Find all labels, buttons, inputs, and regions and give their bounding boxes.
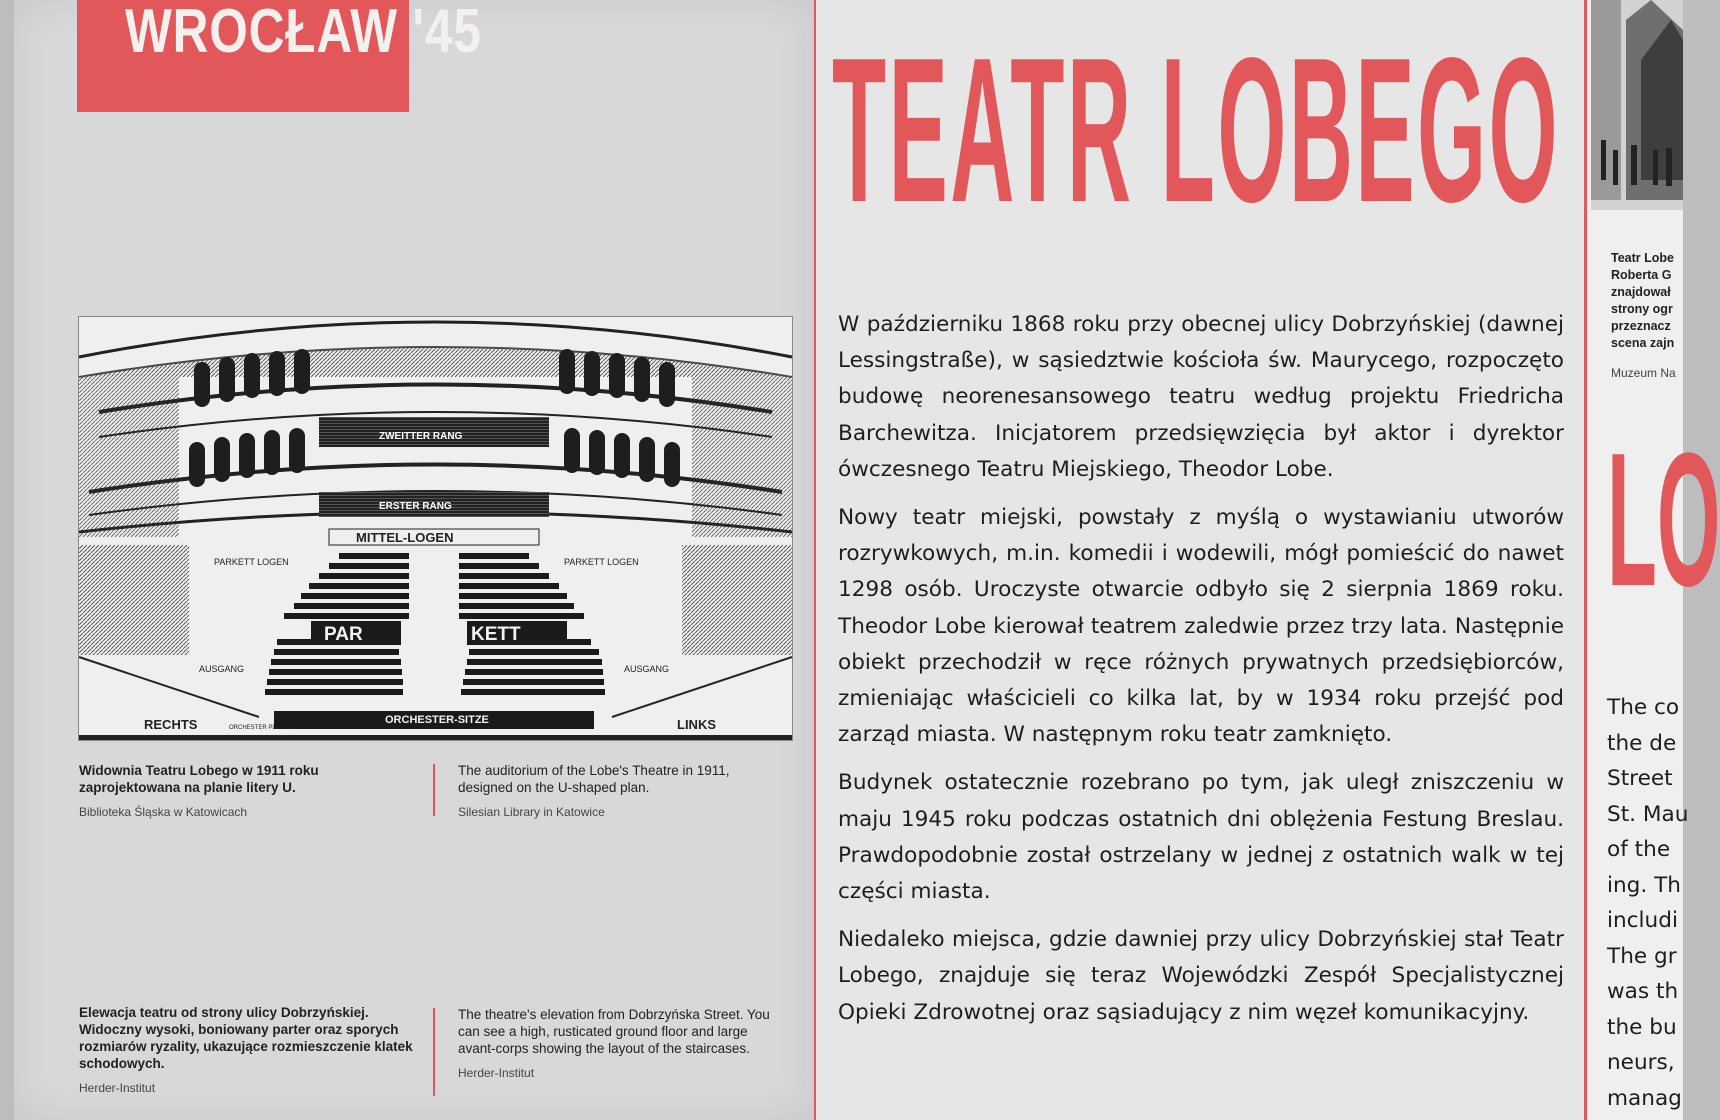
edge-body-line: neurs, (1607, 1050, 1675, 1075)
rechts-label: RECHTS (144, 717, 198, 732)
next-board (1584, 0, 1720, 1120)
body-paragraph-4: Niedaleko miejsca, gdzie dawniej przy ulicy Dobrzyńskiej stał Teatr Lobego, znajduje się teraz Wojewódzki Zespół Specjalistycznej Opieki Zdrowotnej oraz sąsiadujący z nim węzeł komunikacyjny. (838, 927, 1564, 1025)
edge-body-line: the bu (1607, 1014, 1677, 1040)
edge-body-line: ing. Th (1607, 872, 1681, 898)
page-title: TEATR LOBEGO (832, 15, 1561, 245)
edge-body-line: manag (1607, 1085, 1682, 1111)
elevation-caption-pl (79, 1004, 414, 1095)
elevation-caption-pl-source: Herder-Institut (79, 1081, 156, 1095)
edge-caption-line: strony ogr (1611, 302, 1673, 316)
elevation-caption-en-source: Herder-Institut (458, 1066, 535, 1080)
body-paragraph-2: Nowy teatr miejski, powstały z myślą o wystawianiu utworów rozrywkowych, m.in. komedii i wodewili, mógł pomieścić do nawet 1298 osób. Uroczyste otwarcie odbyło się 2 sierpnia 1869 roku. Theodor Lobe kierował teatrem zaledwie przez trzy lata. Następnie obiekt przechodził w ręce różnych prywatnych przedsiębiorców, zmieniając właścicieli co kilka lat, by w 1934 roku przejść pod zarząd miasta. W następnym roku teatr zamknięto. (838, 505, 1564, 748)
edge-caption-line: Roberta G (1611, 268, 1672, 282)
edge-caption-line: przeznacz (1611, 319, 1671, 333)
elevation-caption-pl-text: Elewacja teatru od strony ulicy Dobrzyńskiej. Widoczny wysoki, boniowany parter oraz sporych rozmiarów ryzality, ukazujące rozmieszczenie klatek schodowych. (79, 1005, 413, 1071)
auditorium-caption-pl (79, 762, 349, 819)
parkett-logen-right: PARKETT LOGEN (564, 557, 639, 567)
logo-text: WROCŁAW '45 (125, 0, 482, 66)
edge-body-line: was th (1607, 979, 1679, 1004)
edge-body-line: the de (1607, 730, 1677, 756)
links-label: LINKS (677, 717, 716, 732)
elevation-caption-en-text: The theatre's elevation from Dobrzyńska Street. You can see a high, rusticated ground floor and large avant-corps showing the layout of the staircases. (458, 1007, 770, 1056)
edge-body-line: includi (1607, 908, 1678, 933)
ausgang-right-label: AUSGANG (624, 664, 670, 674)
orchester-platze-label: ORCHESTER PLÄTZE (229, 725, 292, 731)
body-paragraph-1: W październiku 1868 roku przy obecnej ulicy Dobrzyńskiej (dawnej Lessingstraße), w sąsiedztwie kościoła św. Maurycego, rozpoczęto budowę neorenesansowego teatru według projektu Friedricha Barchewitza. Inicjatorem przedsięwzięcia był aktor i dyrektor ówczesnego Teatru Miejskiego, Theodor Lobe. (838, 312, 1564, 482)
zweiter-rang-label: ZWEITTER RANG (379, 431, 463, 442)
auditorium-caption-pl-source: Biblioteka Śląska w Katowicach (79, 805, 248, 819)
auditorium-drawing (79, 317, 792, 740)
edge-caption (1611, 250, 1701, 352)
edge-caption-line: Teatr Lobe (1611, 251, 1674, 265)
orchester-sitze-label: ORCHESTER-SITZE (385, 714, 489, 726)
auditorium-illustration (78, 316, 793, 741)
edge-title: LO (1607, 414, 1720, 626)
body-text (838, 307, 1564, 1043)
body-paragraph-3: Budynek ostatecznie rozebrano po tym, jak uległ zniszczeniu w maju 1945 roku podczas ostatnich dni oblężenia Festung Breslau. Prawdopodobnie został ostrzelany w jednej z ostatnich walk w tej części miasta. (838, 770, 1564, 905)
edge-body-line: St. Mau (1607, 801, 1689, 827)
wroclaw-45-logo (77, 0, 482, 112)
par-label: PAR (324, 624, 363, 645)
auditorium-caption-en-source: Silesian Library in Katowice (458, 805, 605, 819)
engraving-photo (1591, 0, 1683, 228)
caption-divider (433, 764, 435, 816)
edge-body-line: The gr (1607, 943, 1677, 969)
parkett-logen-left: PARKETT LOGEN (214, 557, 289, 567)
edge-caption-line: scena zajn (1611, 336, 1675, 350)
caption-divider (433, 1008, 435, 1096)
edge-source: Muzeum Na (1611, 366, 1676, 380)
erster-rang-label: ERSTER RANG (379, 501, 452, 512)
mittel-logen-label: MITTEL-LOGEN (356, 530, 454, 545)
elevation-caption-en (458, 1006, 773, 1080)
kett-label: KETT (471, 624, 521, 645)
ausgang-left-label: AUSGANG (199, 664, 245, 674)
edge-body-line: The co (1607, 695, 1680, 720)
edge-caption-line: znajdował (1611, 285, 1671, 299)
edge-body (1607, 690, 1688, 1116)
auditorium-caption-en-text: The auditorium of the Lobe's Theatre in 1911, designed on the U-shaped plan. (458, 763, 730, 795)
edge-body-line: Street (1607, 766, 1673, 791)
engraving-drawing (1591, 0, 1683, 228)
edge-body-line: of the (1607, 837, 1671, 862)
auditorium-caption-pl-text: Widownia Teatru Lobego w 1911 roku zaprojektowana na planie litery U. (79, 763, 319, 795)
auditorium-caption-en (458, 762, 768, 819)
